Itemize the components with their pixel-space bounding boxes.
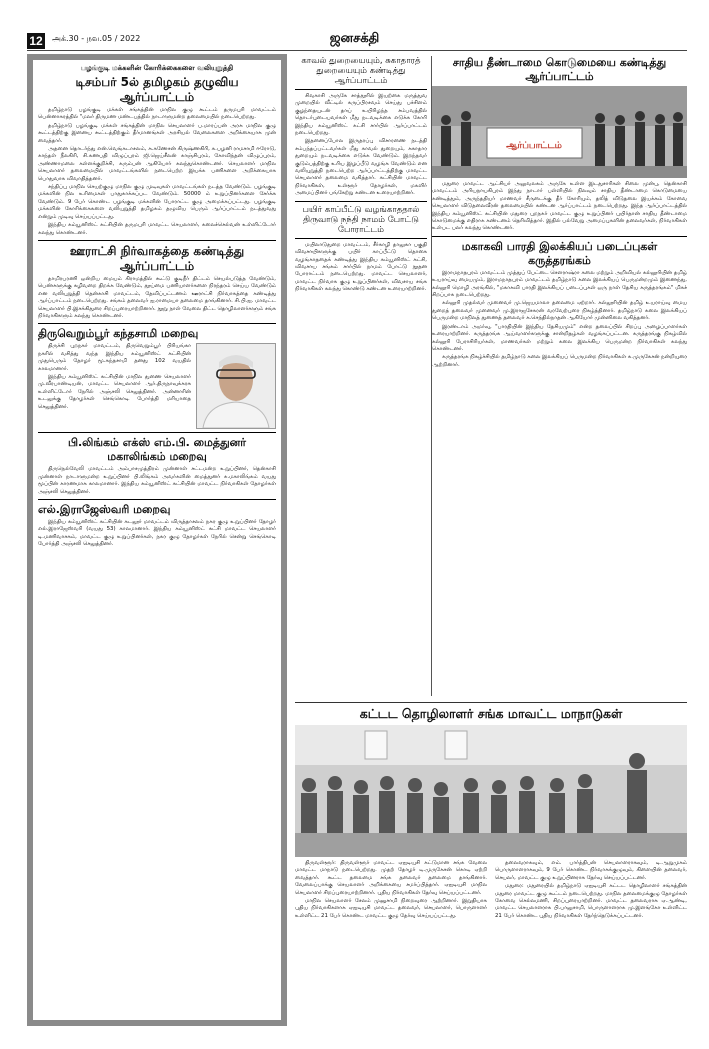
article-headline: மகாகவி பாரதி இலக்கியப் படைப்புகள் கருத்தரங்கம் [461, 239, 658, 267]
article-headline: திருவெறும்பூர் கந்தசாமி மறைவு [38, 327, 199, 341]
bottom-title-bar [295, 702, 687, 722]
right-column [432, 56, 687, 696]
meeting-photo [295, 725, 687, 857]
article-paragraph: தமிழ்நாடு பழங்குடி மக்கள் சங்கத்தின் மாநில செயலாளர் ப.மாரப்பன் அரசு மாநில குழு கூட்டத்திற்கு இனைய கூட்டத்திற்கும் தீர்மானங்கள் அரசியல் வேலைகளை அறிக்கையாக முன் வைத்தார். [38, 122, 276, 144]
portrait-photo [196, 343, 276, 429]
article-headline: கட்டட தொழிலாளர் சங்க மாவட்ட மாநாடுகள் [359, 706, 623, 721]
section-divider [295, 201, 427, 202]
article-paragraph: திருச்சி புறநகர் மாவட்டம், திருவெறும்பூர் பிரியங்கா நகரில் வசித்து வந்த இந்திய கம்யூனிஸ்ட் கட்சியின் முதுபெரும் தோழர் மூ.கந்தசாமி தனது 102 வயதில் காலமானார். [38, 343, 191, 372]
bottom-text-columns [295, 860, 687, 921]
obituary-text [38, 343, 191, 429]
article-paragraph: இரண்டாம் அமர்வு, "பாரதியின் இந்திய தேசியமும்" என்ற தலைப்பில் சிறப்பு அழைப்பாளர்கள் உரையாற்றினர். கருத்தரங்க ஆய்வாளர்களுக்கு சான்றிதழ்கள் வழங்கப்பட்டன. கருத்தரங்கு நிகழ்வில் கல்லூரி பேராசிரியர்கள், மாணவர்கள் மற்றும் கலை இலக்கிய பெருமன்ற நிர்வாகிகள் கலந்து கொண்டனர். [432, 323, 687, 352]
article-headline: காவல் துறையையும், சுகாதாரத் துறையையும் கண்டித்து ஆர்ப்பாட்டம் [301, 56, 421, 86]
article-paragraph: மதுரை மாவட்ட ஆட்சியர் அலுவலகம் அருகே உள்ள இடதுசாரிகள் சிலை முன்பு, தென்காசி மாவட்டம் அரியநாயகிபுரம் இந்து நாடார் பள்ளியில் நிலவும் சாதிய தீண்டாமை கொடுமையை கண்டித்தும், அருந்ததியர் மாணவர் சீருடைக்கு தீர் கோரியும், தலித் விடுதலை இயக்கம் கோவை செயலாளர் விடுதலைவீரன் தலைமையில் கண்டன ஆர்ப்பாட்டம் நடைபெற்றது. இந்த ஆர்ப்பாட்டத்தில் இந்திய கம்யூனிஸ்ட் கட்சியின் மதுரை புறநகர் மாவட்ட குழு உறுப்பினர் புயிர்தான் சாதிய தீண்டாமை கொடுமைக்கு எதிராக கண்டனம் தெரிவித்தார். இதில் பல்வேறு அமைப்புகளின் தலைவர்கள், நிர்வாகிகள் உள்பட பலர் கலந்து கொண்டனர். [432, 181, 687, 232]
obituary-block [38, 343, 276, 429]
bottom-text-left [295, 860, 487, 921]
section-divider [38, 240, 276, 241]
protest-photo [432, 86, 687, 178]
masthead: ஜனசக்தி [329, 31, 380, 46]
article-paragraph: மாநில செயலாளர் சேலம் முனுசாமி நிறைவுரை ஆற்றினார். இறுதியாக புதிய நிர்வாகிகளாக ஏஐடியுசி மாவட்ட தலைவர், செயலாளர், பொருளாளர் உள்ளிட்ட 21 பேர் கொண்ட மாவட்ட குழு தேர்வு செய்யப்பட்டது. [295, 898, 487, 919]
article-paragraph: தாமிரபரணி ஒன்றிய மையம் கிராமத்தில் கூட்டு குடிநீர் திட்டம் செயல்படுத்த வேண்டும், பெண்களுக்கு கழிவறை திறக்க வேண்டும், தூய்மை பணியாளர்களை நிரந்தரம் செய்ய வேண்டும் என வலியுறுத்தி தென்காசி மாவட்டம், தேவிப்பட்டணம் ஊராட்சி நிர்வாகத்தை கண்டித்து ஆர்ப்பாட்டம் நடைபெற்றது. சங்கம் தலைவர் ஐ.ராமையா தலைமை தாங்கினார். சி.பி.ஐ. மாவட்ட செயலாளர் பி.இசக்கிதுரை சிறப்புரையாற்றினார். நூறு நாள் வேலை திட்ட தொழிலாளர்களும் சங்க நிர்வாகிகளும் கலந்து கொண்டனர். [38, 275, 276, 319]
article-paragraph: மதுரை: மதுரையில் தமிழ்நாடு ஏஐடியுசி கட்டட தொழிலாளர் சங்கத்தின் மதுரை மாவட்ட குழு கூட்டம் நடைபெற்றது. மாநில தலைமைக்குழு தோழர்கள் கோவை செல்லமணி, சிறப்புரையாற்றினர். மாவட்ட தலைவராக ஏ.ஆண்டி, மாவட்ட செயலாளராக பி.பாலுசாமி, பொருளாளராக மு.இளங்கோ உள்ளிட்ட 21 பேர் கொண்ட புதிய நிர்வாகிகள் தேர்ந்தெடுக்கப்பட்டனர். [495, 883, 687, 919]
article-paragraph: சந்திப்பு மாநில செயற்குழு மாநில குழு முடிவுகள் மாவட்டங்கள் நடத்த வேண்டும். பழங்குடி மக்களின் நில உரிமைகள் பாதுகாக்கப்பட வேண்டும். 50000 ம் உறுப்பினர்களை சேர்க்க வேண்டும். 9 பேர் கொண்ட பழங்குடி மக்களின் போராட்ட குழு அமைக்கப்பட்டது. பழங்குடி மக்களின் கோரிக்கைகளை வலியுறுத்தி தமிழகம் தழுவிய பெரும் ஆர்ப்பாட்டம் நடத்துவது என்றும் முடிவு செய்யப்பட்டது. [38, 184, 276, 220]
article-paragraph: இராமநாதபுரம் மாவட்டம் முத்துப் பேட்டை சௌராஷ்ரா கலை மற்றும் அறிவியல் கல்லூரியின் தமிழ் உயராய்வு மையமும், இராமநாதபுரம் மாவட்டம் தமிழ்நாடு கலை இலக்கியப் பெருமன்றமும் இணைந்து, கல்லூரி மொழி அரங்கில், "மகாகவி பாரதி இலக்கியப் படைப்புகள் ஒரு நாள் தேசிய கருத்தரங்கம்" மிகச் சிறப்பாக நடைபெற்றது. [432, 269, 687, 299]
left-boxed-column [27, 54, 287, 1026]
section-divider [432, 236, 687, 237]
middle-column [295, 56, 432, 696]
section-divider [295, 89, 427, 90]
article-headline: டிசம்பர் 5ல் தமிழகம் தழுவிய ஆர்ப்பாட்டம் [75, 75, 239, 104]
banner-text: ஆர்ப்பாட்டம் [506, 141, 562, 151]
article-kicker: பழங்குடி மக்களின் கோரிக்கைகளை வலியுறுத்தி [80, 64, 234, 72]
section-divider [295, 238, 427, 239]
article-paragraph: மயிலாடுதுறை மாவட்டம், சீர்காழி தாலுகா பகுதி விவசாயிகளுக்கு பயிர் காப்பீட்டு தொகை வழங்காததைக் கண்டித்து இந்திய கம்யூனிஸ்ட் கட்சி, விவசாய சங்கம் சார்பில் நாமம் போட்டு நூதன போராட்டம் நடைபெற்றது. மாவட்ட செயலாளர், மாவட்ட நிர்வாக குழு உறுப்பினர்கள், விவசாய சங்க நிர்வாகிகள் கலந்து கொண்டு கண்டன உரையாற்றினர். [295, 241, 427, 293]
bottom-article [295, 702, 687, 1032]
section-divider [38, 323, 276, 324]
article-paragraph: கருத்தரங்க நிகழ்ச்சியில் தமிழ்நாடு கலை இலக்கியப் பெருமன்ற நிர்வாகிகள் க.முருகேசன் நன்றியுரை ஆற்றினார். [432, 354, 687, 368]
article-paragraph: இதனைப்போல இருதரப்பு விசாரணை நடத்தி சம்பந்தப்பட்டவர்கள் மீது காவல் துறையும், சுகாதார துறையும் நடவடிக்கை எடுக்க வேண்டும். இறந்தவர் குடும்பத்திற்கு உரிய இழப்பீடு வழங்க வேண்டும் என வலியுறுத்தி நடைபெற்ற ஆர்ப்பாட்டத்திற்கு மாவட்ட செயலாளர் தலைமை வகித்தார். கட்சியின் மாவட்ட நிர்வாகிகள், உள்ளூர் தோழர்கள், மகளிர் அமைப்பினர் பங்கேற்று கண்டன உரையாற்றினர். [295, 138, 427, 197]
article-paragraph: சிவகாசி அருகே சாத்தூரில் இயற்கை மருத்துவ முறையில் வீட்டில் கருப்பிரசவம் செய்து பச்சிளம் குழந்தையுடன் தாய் உயிரிழந்த சம்பவத்தில் தொடர்புடையவர்கள் மீது நடவடிக்கை எடுக்க கோரி இந்திய கம்யூனிஸ்ட் கட்சி சார்பில் ஆர்ப்பாட்டம் நடைபெற்றது. [295, 93, 427, 137]
article-paragraph: கல்லூரி முதல்வர் முனைவர் மு.ஜெயமாலா தலைமை ஏற்றார். கல்லூரியின் தமிழ் உயராய்வு மைய துறைத் தலைவர் முனைவர் மு.இராஜசேகரன் வரவேற்புரை நிகழ்த்தினார். தமிழ்நாடு கலை இலக்கியப் பெருமன்ற மாநிலத் துணைத் தலைவர் க.செந்தில்நாதன் ஆகியோர் முன்னிலை வகித்தனர். [432, 300, 687, 322]
issue-date: அக்.30 - நவ.05 / 2022 [52, 34, 141, 43]
article-paragraph: இந்திய கம்யூனிஸ்ட் கட்சியின் தருமபுரி மாவட்ட செயலாளர், கலைச்செல்வன் உள்ளிட்டோர் கலந்து கொண்டனர். [38, 222, 276, 236]
article-paragraph: திருவள்ளூர்: திருவள்ளூர் மாவட்ட ஏஐடியுசி கட்டுமான சங்க வேலை மாவட்ட மாநாடு நடைபெற்றது. முதற் தோழர் டி.முருகேசன் கொடி ஏற்றி வைத்தார். கூட்ட தலைமை சங்க தலைவர் தலைமை தாங்கினார். வேலைப்பாக்கு செயலாளர் அறிக்கையை சமர்ப்பித்தார். ஏஐடியுசி மாநில செயலாளர் சிறப்புரையாற்றினார். புதிய நிர்வாகிகள் தேர்வு செய்யப்பட்டனர். [295, 860, 487, 896]
bottom-text-right [495, 860, 687, 921]
article-headline: சாதிய தீண்டாமை கொடுமையை கண்டித்து ஆர்ப்பாட்டம் [452, 56, 667, 83]
page-header [0, 0, 709, 50]
section-divider [38, 499, 276, 500]
header-rule [27, 50, 687, 51]
article-headline: பயிர் காப்பீட்டு வழங்காததால் திருவாடு நந்தி நாமம் போட்டு போராட்டம் [302, 204, 420, 235]
section-divider [38, 432, 276, 433]
page-number: 12 [27, 33, 45, 49]
article-headline: எல்.இராஜேஸ்வரி மறைவு [38, 502, 171, 516]
article-paragraph: திருநெல்வேலி மாவட்டம் அம்பாசமுத்திரம் முன்னாள் சட்டமன்ற உறுப்பினர், தென்காசி முன்னாள் நாடாளுமன்ற உறுப்பினர் பி.லிங்கம் அவர்களின் மைத்துனர் சு.மகாலிங்கம் வயது மூப்பின் காரணமாக காலமானார். இந்திய கம்யூனிஸ்ட் கட்சியின் மாவட்ட நிர்வாகிகள் தோழர்கள் அஞ்சலி செலுத்தினர். [38, 466, 276, 495]
article-headline: பி.லிங்கம் எக்ஸ் எம்.பி. மைத்துனர் மகாலிங்கம் மறைவு [67, 436, 247, 464]
article-headline: ஊராட்சி நிர்வாகத்தை கண்டித்து ஆர்ப்பாட்டம் [69, 243, 245, 273]
article-paragraph: இந்திய கம்யூனிஸ்ட் கட்சியின் கடலூர் மாவட்டம் விருத்தாசலம் நகர குழு உறுப்பினர் தோழர் எல்.இராஜேஸ்வரி (வயது 53) காலமானார். இந்திய கம்யூனிஸ்ட் கட்சி மாவட்ட செயலாளர் டி.மணிவாசகம், மாவட்ட குழு உறுப்பினர்கள், நகர குழு தோழர்கள் நேரில் சென்று செங்கொடி போர்த்தி அஞ்சலி செலுத்தினர். [38, 518, 276, 548]
article-paragraph: அதனை தொடர்ந்து என்.வெங்கடாசலம், சு.கணேசன் கிருஷ்ணகிரி, க.பழனி ராமசாமி ஈரோடு, காந்தள் நீலகிரி, சி.கணபதி விழுப்புரம் ஜி.ஜெய்சீலன் காஞ்சிபுரம், கோவிந்தன் விழுப்புரம், அண்ணாமலை கள்ளக்குறிச்சி, கரும்பன் ஆகியோர் கலந்துகொண்டனர். செயலாளர் மாநில செயலாளர் தலைமையில் மாவட்டங்களில் நடைபெற்ற இயக்க பணிகளை அறிக்கையாக பொதுவாக விவாதித்தனர். [38, 146, 276, 182]
article-paragraph: இந்திய கம்யூனிஸ்ட் கட்சியின் மாநில துணை செயலாளர் மு.வீரபாண்டியன், மாவட்ட செயலாளர் ஆர்.திருநாவுக்கரசு உள்ளிட்டோர் நேரில் அஞ்சலி செலுத்தினர். அன்னாரின் உடலுக்கு தோழர்கள் செங்கொடி போர்த்தி மரியாதை செலுத்தினர். [38, 373, 191, 410]
article-paragraph: தலைவராகவும், எம். பார்த்திபன் செயலாளராகவும், டி.ஆறுமுகம் பொருளாளராகவும், 9 பேர் கொண்ட நிர்வாகக்குழுவும், கிளையின் தலைவர், செயலர், மாவட்ட குழு உறுப்பினராக தேர்வு செய்யப்பட்டனர். [495, 860, 687, 881]
article-paragraph: தமிழ்நாடு பழங்குடி மக்கள் சங்கத்தின் மாநில குழு கூட்டம் தருமபுரி மாவட்டம் பென்னாகரத்தில் "மலர் திருமண மண்டபத்தில் நாடாளுமன்ற தலைமையில் நடைபெற்றது. [38, 107, 276, 121]
